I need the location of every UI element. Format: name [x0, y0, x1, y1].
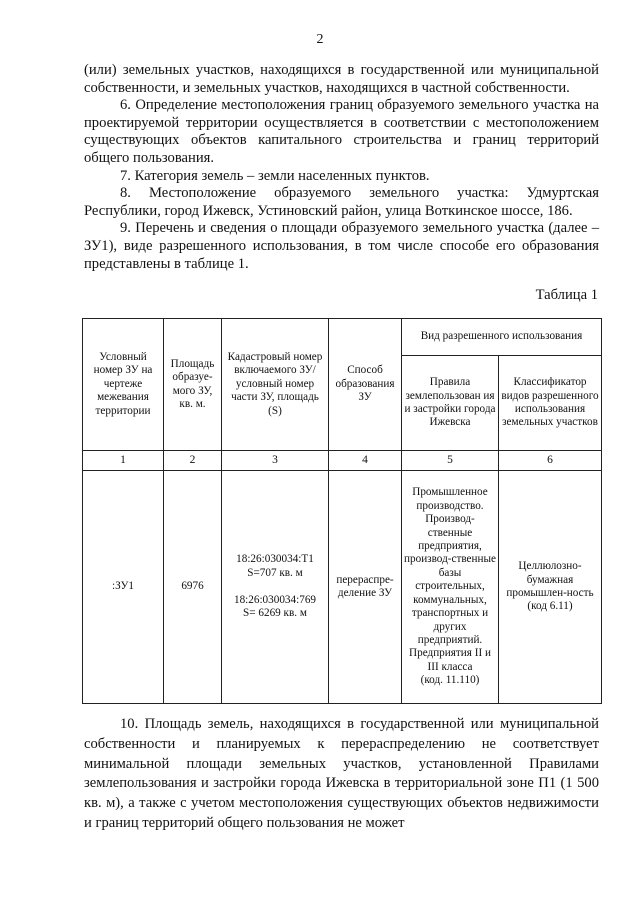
header-zoning-rules: Правила землепользован ия и застройки города Ижевска [402, 356, 499, 451]
column-number: 1 [83, 451, 164, 471]
cell-zoning-rules: Промышленное производство. Производ-ственные предприятия, производ-ственные базы строительных, коммунальных, транспортных и других предприятий. Предприятия II и III класса (код. 11.110) [402, 471, 499, 704]
column-number: 6 [499, 451, 602, 471]
table-row [83, 471, 602, 704]
paragraph-7: 7. Категория земель – земли населенных пунктов. [120, 167, 430, 184]
header-formation-method: Способ образования ЗУ [329, 319, 402, 451]
land-plot-table [82, 318, 602, 704]
column-number: 2 [164, 451, 222, 471]
table-header-row [83, 319, 602, 356]
page-number: 2 [316, 32, 324, 47]
cell-use-classifier: Целлюлозно-бумажная промышлен-ность (код 6.11) [499, 471, 602, 704]
cell-formation-method: перераспре-деление ЗУ [329, 471, 402, 704]
header-permitted-use: Вид разрешенного использования [402, 319, 602, 356]
paragraph-8: 8. Местоположение образуемого земельного участка: Удмуртская Республики, город Ижевск, Устиновский район, улица Воткинское шоссе, 186. [84, 185, 599, 219]
cell-area: 6976 [164, 471, 222, 704]
column-number: 5 [402, 451, 499, 471]
header-cadastral-number: Кадастровый номер включаемого ЗУ/условный номер части ЗУ, площадь (S) [222, 319, 329, 451]
header-area: Площадь образуе-мого ЗУ, кв. м. [164, 319, 222, 451]
header-zu-number: Условный номер ЗУ на чертеже межевания территории [83, 319, 164, 451]
paragraph-continuation: (или) земельных участков, находящихся в государственной или муниципальной собственности, и земельных участков, находящихся в частной собственности. [84, 62, 599, 96]
body-text-top [84, 62, 599, 273]
paragraph-10: 10. Площадь земель, находящихся в государственной или муниципальной собственности и планируемых к перераспределению не соответствует минимальной площади земельных участков, установленной Правилами землепользования и застройки города Ижевска в территориальной зоне П1 (1 500 кв. м), а также с учетом местоположения существующих объектов недвижимости и границ территорий общего пользования не может [84, 716, 599, 831]
column-number-row [83, 451, 602, 471]
column-number: 3 [222, 451, 329, 471]
header-use-classifier: Классификатор видов разрешенного использования земельных участков [499, 356, 602, 451]
body-text-bottom [84, 715, 599, 834]
cell-zu-number: :ЗУ1 [83, 471, 164, 704]
column-number: 4 [329, 451, 402, 471]
cell-cadastral-number: 18:26:030034:Т1 S=707 кв. м 18:26:030034:769 S= 6269 кв. м [222, 471, 329, 704]
table-caption: Таблица 1 [535, 287, 598, 303]
paragraph-9: 9. Перечень и сведения о площади образуемого земельного участка (далее – ЗУ1), виде разрешенного использования, в том числе способе его образования представлены в таблице 1. [84, 220, 599, 272]
paragraph-6: 6. Определение местоположения границ образуемого земельного участка на проектируемой территории осуществляется в соответствии с местоположением существующих объектов капитального строительства и границ территорий общего пользования. [84, 97, 599, 166]
